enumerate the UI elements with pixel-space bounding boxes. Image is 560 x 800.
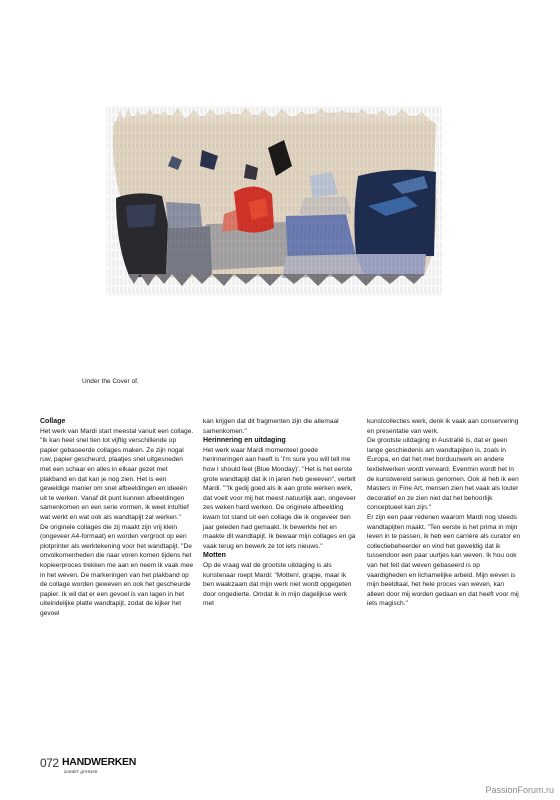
paragraph: De originele collages die zij maakt zijn vrij klein (ongeveer A4-formaat) en worden vergroot op een plotprinter als werktekening voor het wandtapijt. "De onvolkomenheden die naar voren komen tijdens het kopieerproces trekken me aan en neem ik vaak mee in het weven. De markeringen van het plakband op de collage worden geweven en ook het gescheurde papier. Ik wil dat er een gevoel is van lagen in het uiteindelijke platte wandtapijt, zodat de kijker het gevoel: [40, 523, 194, 617]
section-heading-motten: Motten: [203, 552, 226, 560]
text-column-2: [203, 417, 357, 609]
magazine-logo: HANDWERKEN: [62, 756, 136, 768]
paragraph: kunstcollecties werk, denk ik vaak aan conservering en presentatie van werk.: [367, 418, 519, 435]
page-number: 072: [40, 756, 59, 770]
paragraph: Op de vraag wat de grootste uitdaging is als kunstenaar roept Mardi: "Motten!, grapje, maar ik ben waakzaam dat mijn werk niet wordt opgegeten door ongedierte. Omdat ik in mijn dagelijkse werk met: [203, 561, 352, 608]
paragraph: Het werk van Mardi start meestal vanuit een collage. "Ik kan heel snel tien tot vijftig verschillende op papier gebaseerde collages maken. Ze zijn nogal ruw, papier gescheurd, plaatjes snel uitgesneden met een schaar en alles in elkaar gezet met plakband en dat kan je nog zien. Het is een geweldige manier om snel afbeeldingen en ideeën uit te werken. Vanaf dit punt kunnen afbeeldingen samenkomen en een serie vormen, ik weet intuïtief wat werkt en wat ook als wandtapijt zal werken.": [40, 427, 194, 521]
magazine-tagline: zonder grenzen: [64, 769, 98, 775]
section-heading-collage: Collage: [40, 418, 66, 425]
image-caption: Under the Cover of.: [82, 378, 139, 385]
paragraph: Er zijn een paar redenen waarom Mardi nog steeds wandtapijten maakt. "Ten eerste is het prima in mijn leven in te passen, ik heb een carrière als curator en collectiebeheerder en vind het geweldig dat ik tussendoor een paar uurtjes kan weven. Ik hou ook van het feit dat weven gebaseerd is op vaardigheden en lichamelijke arbeid. Mijn weven is mijn beeldtaal, het hele proces van weven, kan alleen door mij worden gedaan en dat heeft voor mij iets magisch.": [367, 513, 521, 608]
tapestry-image: [106, 106, 442, 342]
paragraph: Het werk waar Mardi momenteel goede herinneringen aan heeft is 'I'm sure you will tell me how I should feel (Blue Monday)'. "Het is het eerste grote wandtapijt dat ik in jaren heb geweven", vertelt Mardi. ""Ik gedij goed als ik aan grote werken werk, dat voelt voor mij het meest natuurlijk aan, ongeveer zes weken hard werken. De originele afbeelding kwam tot stand uit een collage die ik ongeveer tien jaar geleden had gemaakt. Ik bewerkte het en maakte dit wandtapijt. Ik bewaar mijn collages en ga vaak terug en bewerk ze tot iets nieuws.": [203, 446, 356, 550]
paragraph: De grootste uitdaging in Australië is, dat er geen lange geschiedenis am wandtapijten is, zoals in Europa, en dat het met borduurwerk en andere textielwerken wordt verward. Evenmin wordt het in de kunstwereld serieus genomen. Ook al heb ik een Masters in Fine Art, mensen zien het vaak als louter decoratief en ze zien niet dat het behoorlijk conceptueel kan zijn.": [367, 437, 519, 512]
watermark: PassionForum.ru: [485, 785, 554, 795]
section-heading-herinnering: Herinnering en uitdaging: [203, 437, 286, 445]
text-column-3: [367, 417, 521, 609]
text-column-1: [40, 417, 194, 618]
paragraph: kan krijgen dat dit fragmenten zijn die allemaal samenkomen.": [203, 418, 339, 435]
